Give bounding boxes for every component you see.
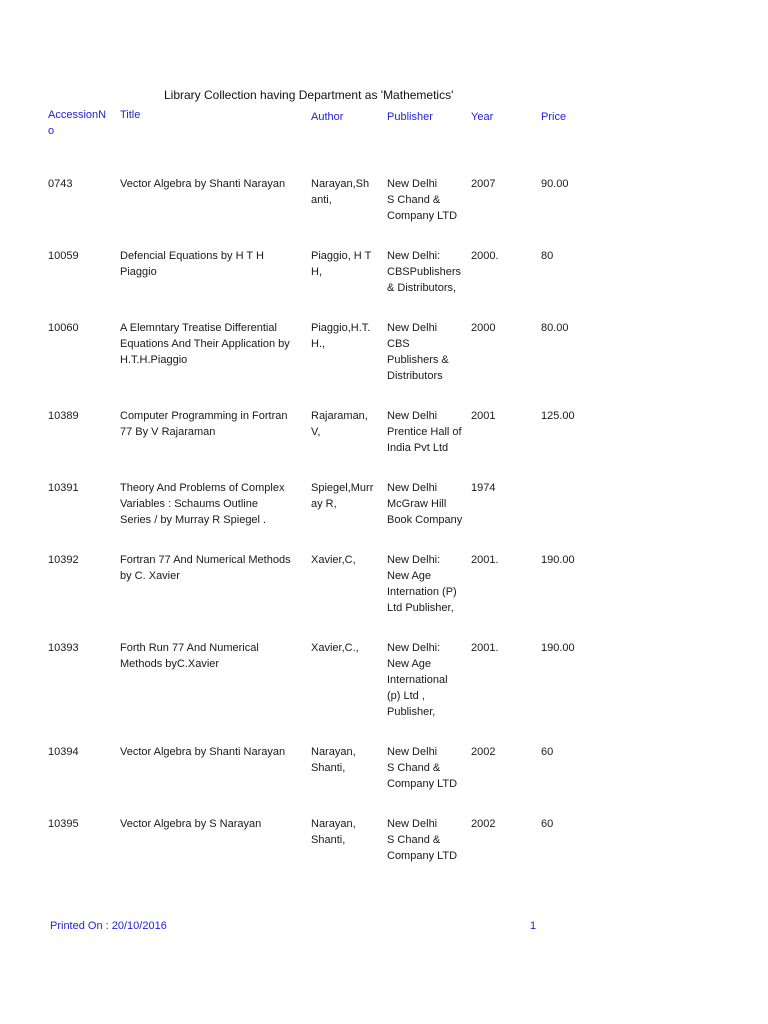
publisher-cell: New Delhi S Chand & Company LTD bbox=[387, 746, 458, 790]
price-cell: 60 bbox=[541, 818, 554, 830]
header-title: Title bbox=[120, 109, 141, 121]
price-cell: 60 bbox=[541, 746, 554, 758]
accession-cell: 0743 bbox=[48, 178, 73, 190]
author-cell: Narayan, Shanti, bbox=[311, 746, 356, 774]
year-cell: 2002 bbox=[471, 746, 496, 758]
report-title: Library Collection having Department as 'Mathemetics' bbox=[164, 88, 454, 102]
publisher-cell: New Delhi: CBSPublishers & Distributors, bbox=[387, 250, 461, 294]
price-cell: 125.00 bbox=[541, 410, 575, 422]
header-author: Author bbox=[311, 111, 344, 123]
publisher-cell: New Delhi: New Age Internation (P) Ltd Publisher, bbox=[387, 554, 457, 614]
publisher-cell: New Delhi McGraw Hill Book Company bbox=[387, 482, 463, 526]
accession-cell: 10395 bbox=[48, 818, 79, 830]
accession-cell: 10394 bbox=[48, 746, 79, 758]
accession-cell: 10392 bbox=[48, 554, 79, 566]
author-cell: Rajaraman, V, bbox=[311, 410, 368, 438]
price-cell: 190.00 bbox=[541, 642, 575, 654]
header-price: Price bbox=[541, 111, 567, 123]
year-cell: 2007 bbox=[471, 178, 496, 190]
title-cell: Vector Algebra by S Narayan bbox=[120, 818, 262, 830]
header-year: Year bbox=[471, 111, 494, 123]
price-cell: 90.00 bbox=[541, 178, 569, 190]
title-cell: A Elemntary Treatise Differential Equations And Their Application by H.T.H.Piaggio bbox=[120, 322, 290, 366]
publisher-cell: New Delhi S Chand & Company LTD bbox=[387, 178, 458, 222]
accession-cell: 10393 bbox=[48, 642, 79, 654]
publisher-cell: New Delhi CBS Publishers & Distributors bbox=[387, 322, 449, 382]
printed-on-date: Printed On : 20/10/2016 bbox=[50, 920, 167, 932]
year-cell: 2001 bbox=[471, 410, 496, 422]
page-number: 1 bbox=[530, 920, 537, 932]
year-cell: 2001. bbox=[471, 642, 499, 654]
header-accession-no: AccessionN o bbox=[48, 109, 107, 137]
author-cell: Piaggio,H.T. H., bbox=[311, 322, 371, 350]
accession-cell: 10060 bbox=[48, 322, 79, 334]
title-cell: Computer Programming in Fortran 77 By V Rajaraman bbox=[120, 410, 288, 438]
publisher-cell: New Delhi Prentice Hall of India Pvt Ltd bbox=[387, 410, 462, 454]
publisher-cell: New Delhi S Chand & Company LTD bbox=[387, 818, 458, 862]
year-cell: 2000 bbox=[471, 322, 496, 334]
author-cell: Narayan, Shanti, bbox=[311, 818, 356, 846]
title-cell: Vector Algebra by Shanti Narayan bbox=[120, 746, 286, 758]
year-cell: 2002 bbox=[471, 818, 496, 830]
year-cell: 1974 bbox=[471, 482, 496, 494]
author-cell: Xavier,C, bbox=[311, 554, 356, 566]
title-cell: Theory And Problems of Complex Variables : Schaums Outline Series / by Murray R Spiegel . bbox=[120, 482, 285, 526]
title-cell: Forth Run 77 And Numerical Methods byC.Xavier bbox=[120, 642, 259, 670]
accession-cell: 10391 bbox=[48, 482, 79, 494]
author-cell: Xavier,C., bbox=[311, 642, 359, 654]
publisher-cell: New Delhi: New Age International (p) Ltd , Publisher, bbox=[387, 642, 448, 718]
year-cell: 2000. bbox=[471, 250, 499, 262]
author-cell: Piaggio, H T H, bbox=[311, 250, 372, 278]
title-cell: Fortran 77 And Numerical Methods by C. Xavier bbox=[120, 554, 291, 582]
title-cell: Vector Algebra by Shanti Narayan bbox=[120, 178, 286, 190]
price-cell: 80.00 bbox=[541, 322, 569, 334]
accession-cell: 10059 bbox=[48, 250, 79, 262]
price-cell: 80 bbox=[541, 250, 554, 262]
accession-cell: 10389 bbox=[48, 410, 79, 422]
title-cell: Defencial Equations by H T H Piaggio bbox=[120, 250, 264, 278]
year-cell: 2001. bbox=[471, 554, 499, 566]
author-cell: Spiegel,Murr ay R, bbox=[311, 482, 374, 510]
author-cell: Narayan,Sh anti, bbox=[311, 178, 370, 206]
price-cell: 190.00 bbox=[541, 554, 575, 566]
header-publisher: Publisher bbox=[387, 111, 433, 123]
